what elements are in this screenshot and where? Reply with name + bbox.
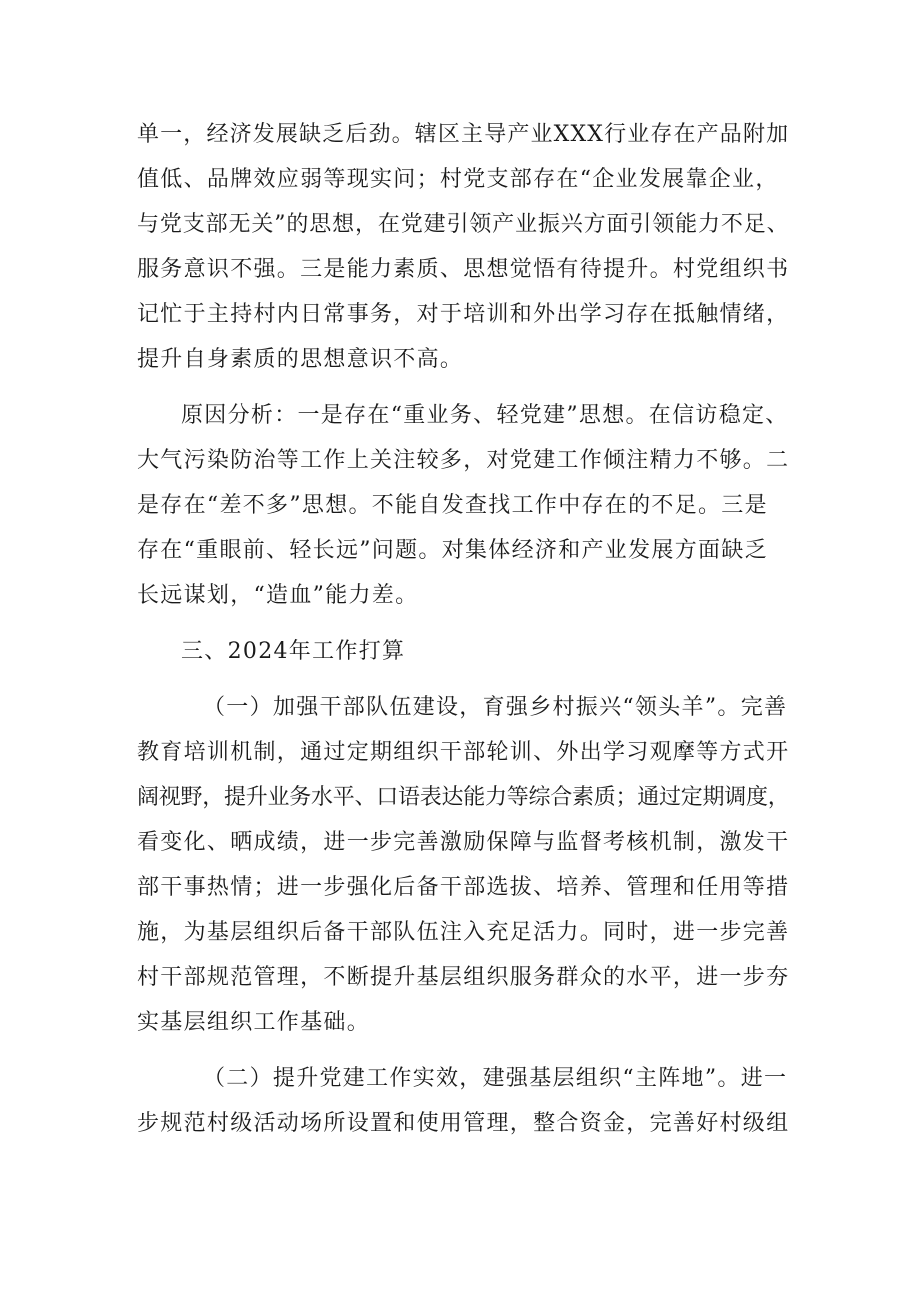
paragraph-cause-analysis [137,393,791,618]
paragraph-gap [137,382,791,393]
text-line: 提升自身素质的思想意识不高。 [137,347,464,372]
text-line: 存在“重眼前、轻长远”问题。对集体经济和产业发展方面缺乏 [137,538,768,563]
text-line: 原因分析：一是存在“重业务、轻党建”思想。在信访稳定、 [181,403,789,428]
text-line: 记忙于主持村内日常事务，对于培训和外出学习存在抵触情绪， [137,302,790,327]
section-heading-three [137,629,791,674]
text-line: 服务意识不强。三是能力素质、思想觉悟有待提升。村党组织书 [137,257,790,282]
text-line: 与党支部无关”的思想，在党建引领产业振兴方面引领能力不足、 [137,212,790,237]
text-line: 施，为基层组织后备干部队伍注入充足活力。同时，进一步完善 [137,920,790,945]
paragraph-gap [137,674,791,685]
text-line: （一）加强干部队伍建设，育强乡村振兴“领头羊”。完善 [203,695,788,720]
text-line: （二）提升党建工作实效，建强基层组织“主阵地”。进一 [203,1066,788,1091]
document-body [137,112,791,1146]
text-line: 实基层组织工作基础。 [137,1010,371,1035]
paragraph-gap [137,1045,791,1056]
text-line: 部干事热情；进一步强化后备干部选拔、培养、管理和任用等措 [137,875,790,900]
text-line: 长远谋划，“造血”能力差。 [137,583,419,608]
text-line: 阔视野，提升业务水平、口语表达能力等综合素质；通过定期调度， [137,785,790,810]
paragraph-item-one [137,685,791,1045]
text-line: 单一，经济发展缺乏后劲。辖区主导产业XXX行业存在产品附加 [137,122,790,147]
paragraph-problems-continued [137,112,791,382]
text-line: 村干部规范管理，不断提升基层组织服务群众的水平，进一步夯 [137,965,790,990]
paragraph-item-two [137,1056,791,1146]
text-line: 是存在“差不多”思想。不能自发查找工作中存在的不足。三是 [137,493,768,518]
section-heading: 三、2024年工作打算 [181,639,406,664]
text-line: 大气污染防治等工作上关注较多，对党建工作倾注精力不够。二 [137,448,790,473]
text-line: 看变化、晒成绩，进一步完善激励保障与监督考核机制，激发干 [137,830,790,855]
paragraph-gap [137,618,791,629]
text-line: 步规范村级活动场所设置和使用管理，整合资金，完善好村级组 [137,1111,790,1136]
text-line: 值低、品牌效应弱等现实问；村党支部存在“企业发展靠企业， [137,167,779,192]
text-line: 教育培训机制，通过定期组织干部轮训、外出学习观摩等方式开 [137,740,790,765]
